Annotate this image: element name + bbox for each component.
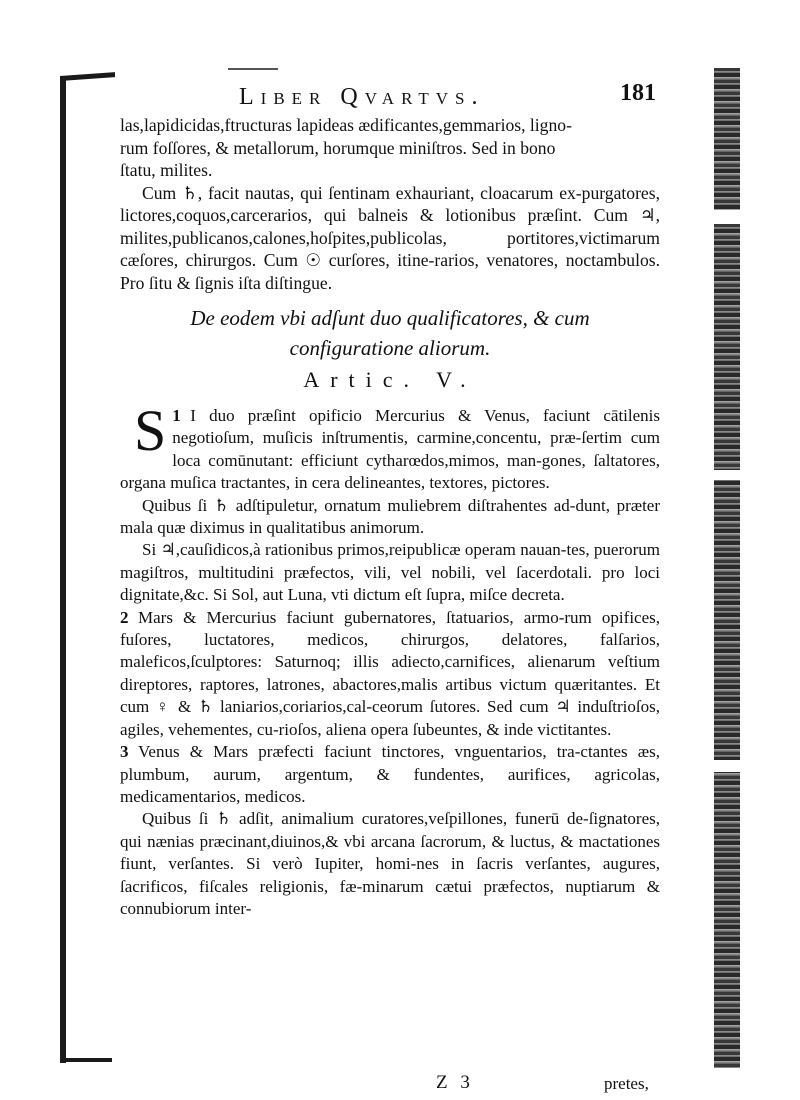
top-text-block xyxy=(120,114,660,294)
section-title xyxy=(120,303,660,363)
scan-border-left xyxy=(60,78,66,1063)
paragraph-number: 3 xyxy=(120,742,129,762)
section-title-line: De eodem vbi adſunt duo qualificatores, & cum xyxy=(190,306,590,330)
section-title-line: configuratione aliorum. xyxy=(289,336,491,360)
article-heading: Artic. V. xyxy=(303,367,477,392)
paragraph-number: 2 xyxy=(120,607,129,627)
paragraph-text: Mars & Mercurius faciunt gubernatores, ſtatuarios, armo-rum opifices, fuſores, luctatores, medicos, chirurgos, delatores, falſarios, maleficos,ſculptores: Saturnoq; illis adiecto,carnifices, alienarum veſtium direptores, raptores, latrones, abactores,malis artibus victum quæritantes. Et cum ♀ & ♄ laniarios,coriarios,cal-ceorum ſutores. Sed cum ♃ induſtrioſos, agiles, vehementes, cu-rioſos, aliena opera ſubeuntes, & inde victitantes. xyxy=(120,607,660,739)
scan-border-bottom xyxy=(60,1058,112,1062)
paragraph-quibus-saturn-2: Quibus ſi ♄ adſit, animalium curatores,veſpillones, funerū de-ſignatores, qui nænias præcinant,diuinos,& vbi arcana ſacrorum, & luctus, & mactationes fiunt, verſantes. Si verò Iupiter, homi-nes in ſacris verſantes, augures, ſacrificos, fiſcales religionis, fæ-minarum cætui præfectos, nuptiarum & connubiorum inter- xyxy=(120,809,660,918)
paragraph-saturn: Cum ♄, facit nautas, qui ſentinam exhauriant, cloacarum ex-purgatores, lictores,coquos,carcerarios, qui balneis & lotionibus præſint. Cum ♃, milites,publicanos,calones,hoſpites,publicolas, portitores,victimarum cæſores, chirurgos. Cum ☉ curſores, itine-rarios, venatores, noctambulos. Pro ſitu & ſignis iſta diſtingue. xyxy=(120,182,660,293)
scan-artifact-line xyxy=(228,68,278,70)
scan-edge-gap xyxy=(714,470,740,480)
scan-edge-gap xyxy=(714,760,740,772)
page-number: 181 xyxy=(620,80,656,106)
paragraph-quibus-saturn: Quibus ſi ♄ adſtipuletur, ornatum muliebrem diſtrahentes ad-dunt, præter mala quæ diximus in qualitatibus animorum. xyxy=(120,495,660,538)
article-body xyxy=(120,398,660,920)
scan-edge-gap xyxy=(714,210,740,224)
text-line: las,lapidicidas,ftructuras lapideas ædificantes,gemmarios, ligno- xyxy=(120,115,572,135)
scan-border-top xyxy=(60,72,115,81)
text-line: rum foſſores, & metallorum, horumque miniſtros. Sed in bono xyxy=(120,137,556,158)
catchword: pretes, xyxy=(604,1074,649,1093)
drop-cap: S xyxy=(134,398,167,463)
paragraph-si-jupiter: Si ♃,cauſidicos,à rationibus primos,reipublicæ operam nauan-tes, puerorum magiſtros, multitudini præfectos, vili, vel nobili, vel ſacerdotali. pro loci dignitate,&c. Si Sol, aut Luna, vti dictum eſt ſupra, miſce decreta. xyxy=(120,540,660,605)
text-line: ſtatu, milites. xyxy=(120,160,213,180)
paragraph-text: I duo præſint opificio Mercurius & Venus, faciunt cātilenis negotioſum, muſicis inſtrumentis, carmine,concentu, præ-ſertim cum loca comūnutant: efficiunt cytharœdos,mimos, man-gones, ſaltatores, organa muſica tractantes, in cera delineantes, textores, pictores. xyxy=(120,406,660,493)
paragraph-number: 1 xyxy=(172,406,181,425)
paragraph-1 xyxy=(120,398,660,495)
paragraph-3 xyxy=(120,741,660,808)
running-head: Liber Qvartvs. xyxy=(239,84,485,110)
paragraph-2 xyxy=(120,607,660,741)
signature-mark: Z 3 xyxy=(436,1072,474,1093)
paragraph-text: Venus & Mars præfecti faciunt tinctores, vnguentarios, tra-ctantes æs, plumbum, aurum, argentum, & fundentes, aurifices, agricolas, medicamentarios, medicos. xyxy=(120,742,660,806)
